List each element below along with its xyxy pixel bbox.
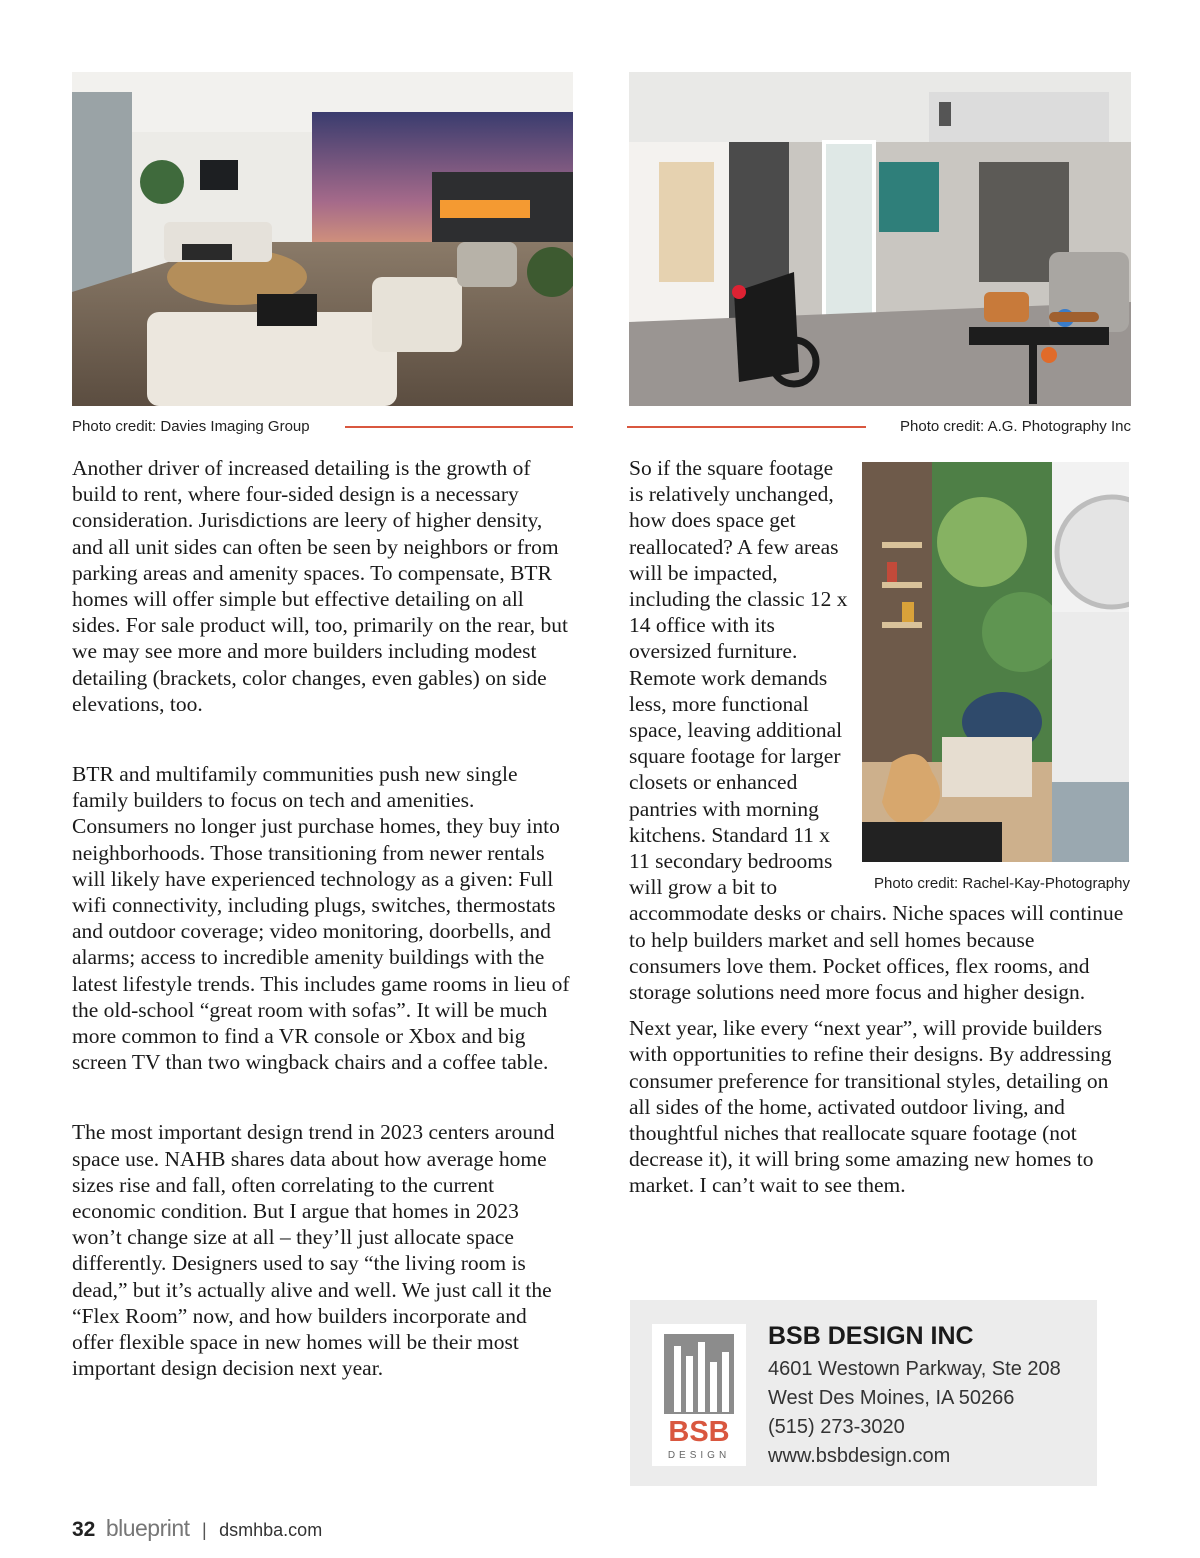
footer-site-link[interactable]: dsmhba.com [219, 1520, 323, 1540]
pet-niche-photo [862, 462, 1129, 862]
page-footer [72, 1515, 322, 1542]
company-name: BSB DESIGN INC [768, 1322, 974, 1350]
company-website[interactable]: www.bsbdesign.com [768, 1445, 951, 1467]
blueprint-brand: blueprint [105, 1515, 190, 1541]
patio-photo [72, 72, 573, 406]
paragraph-tech-amenities: BTR and multifamily communities push new single family builders to focus on tech and amenities. Consumers no longer just purchase homes, they buy into neighborhoods. Those transitioning from newer rentals will likely have experienced technology as a given: Full wifi connectivity, including plugs, switches, thermostats and outdoor coverage; video monitoring, doorbells, and alarms; access to incredible amenity buildings with the latest lifestyle trends. This includes game rooms in lieu of the old-school “great room with sofas”. It will be much more common to find a VR console or Xbox and big screen TV than two wingback chairs and a coffee table. [72, 762, 570, 1075]
photo-credit-garage: Photo credit: A.G. Photography Inc [900, 418, 1131, 435]
article-left-column [72, 455, 570, 1382]
photo-credit-patio: Photo credit: Davies Imaging Group [72, 418, 310, 435]
paragraph-next-year: Next year, like every “next year”, will provide builders with opportunities to refine their designs. By addressing consumer preference for transitional styles, detailing on all sides of the home, activated outdoor living, and thoughtful niches that reallocate square footage (not decrease it), it will bring some amazing new homes to market. I can’t wait to see them. [629, 1016, 1112, 1198]
bsb-design-logo-icon [652, 1324, 746, 1466]
company-card [630, 1300, 1097, 1486]
logo-subtext: DESIGN [667, 1450, 731, 1461]
bsb-design-logo [652, 1324, 746, 1466]
paragraph-space-use: The most important design trend in 2023 centers around space use. NAHB shares data about how average home sizes rise and fall, often correlating to the current economic condition. But I argue that homes in 2023 won’t change size at all – they’ll just allocate space differently. Designers used to say “the living room is dead,” but it’s actually alive and well. We just call it the “Flex Room” now, and how builders incorporate and offer flexible space in new homes will be their most important design decision next year. [72, 1120, 555, 1381]
garage-gym-photo [629, 72, 1131, 406]
company-address-line1: 4601 Westown Parkway, Ste 208 [768, 1358, 1061, 1380]
page-number: 32 [72, 1518, 96, 1541]
logo-text: BSB [668, 1416, 730, 1448]
footer-separator: | [202, 1520, 207, 1540]
paragraph-reallocation: So if the square footage is relatively unchanged, how does space get reallocated? A few areas will be impacted, including the classic 12 x 14 office with its oversized furniture. Remote work demands less, more functional space, leaving additional square footage for larger closets or enhanced pantries with morning kitchens. Standard 11 x 11 secondary bedrooms will grow a bit to accommodate desks or chairs. Niche spaces will continue to help builders market and sell homes because consumers love them. Pocket offices, flex rooms, and storage solutions need more focus and higher design. [629, 456, 1124, 1005]
credit-rule-left [345, 426, 573, 428]
paragraph-build-to-rent: Another driver of increased detailing is the growth of build to rent, where four-sided design is a necessary consideration. Jurisdictions are leery of higher density, and all unit sides can often be seen by neighbors or from parking areas and amenity spaces. To compensate, BTR homes will offer simple but effective detailing on all sides. For sale product will, too, primarily on the rear, but we may see more and more builders including modest detailing (brackets, color changes, even gables) on side elevations, too. [72, 456, 568, 716]
photo-credit-niche: Photo credit: Rachel-Kay-Photography [874, 875, 1130, 892]
company-phone: (515) 273-3020 [768, 1416, 905, 1438]
company-address-line2: West Des Moines, IA 50266 [768, 1387, 1015, 1409]
credit-rule-right [627, 426, 866, 428]
